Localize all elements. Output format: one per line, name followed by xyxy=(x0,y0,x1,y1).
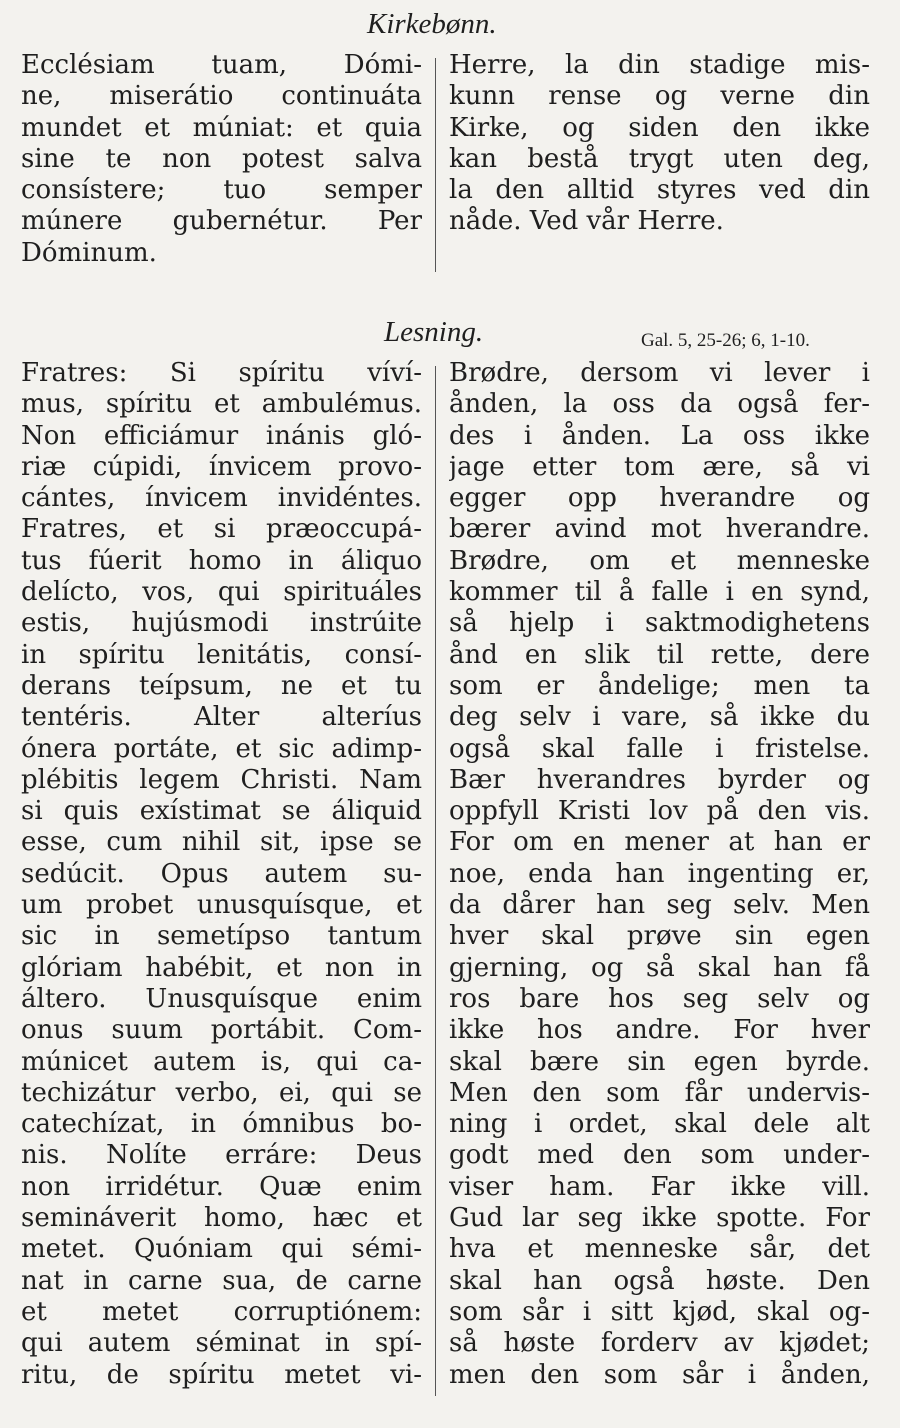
text-line: qui autem séminat in spí- xyxy=(21,1328,422,1359)
text-line: ikke hos andre. For hver xyxy=(449,1015,870,1046)
text-line: plébitis legem Christi. Nam xyxy=(21,764,422,795)
text-line: consístere; tuo semper xyxy=(21,175,422,206)
text-line: la den alltid styres ved din xyxy=(449,175,870,206)
text-line: sic in semetípso tantum xyxy=(21,921,422,952)
column-divider xyxy=(435,366,436,1396)
text-line: bærer avind mot hverandre. xyxy=(449,514,870,545)
text-line: sine te non potest salva xyxy=(21,143,422,174)
text-line: tentéris. Alter alteríus xyxy=(21,702,422,733)
section-heading-kirkebonn: Kirkebønn. xyxy=(367,8,497,40)
text-line: in spíritu lenitátis, consí- xyxy=(21,639,422,670)
text-line: Brødre, om et menneske xyxy=(449,545,870,576)
text-line: Gud lar seg ikke spotte. For xyxy=(449,1203,870,1234)
text-line: nis. Nolíte erráre: Deus xyxy=(21,1140,422,1171)
text-line: så hjelp i saktmodighetens xyxy=(449,608,870,639)
text-line: Dóminum. xyxy=(21,237,157,268)
text-line: Fratres: Si spíritu víví- xyxy=(21,358,422,388)
text-line: kunn rense og verne din xyxy=(449,81,870,112)
text-line: skal han også høste. Den xyxy=(449,1265,870,1296)
text-line: Men den som får undervis- xyxy=(449,1077,870,1108)
text-line: nat in carne sua, de carne xyxy=(21,1265,422,1296)
norwegian-column-epistle xyxy=(449,358,870,1391)
text-line: derans teípsum, ne et tu xyxy=(21,670,422,701)
text-line: ning i ordet, skal dele alt xyxy=(449,1109,870,1140)
text-line: ros bare hos seg selv og xyxy=(449,983,870,1014)
text-line: godt med den som under- xyxy=(449,1140,870,1171)
text-line: Brødre, dersom vi lever i xyxy=(449,358,870,388)
text-line: riæ cúpidi, ínvicem provo- xyxy=(21,451,422,482)
text-line: ne, miserátio continuáta xyxy=(21,81,422,112)
text-line: også skal falle i fristelse. xyxy=(449,733,870,764)
text-line: tus fúerit homo in áliquo xyxy=(21,545,422,576)
text-line: viser ham. Far ikke vill. xyxy=(449,1171,870,1202)
text-line: um probet unusquísque, et xyxy=(21,890,422,921)
text-line: cántes, ínvicem invidéntes. xyxy=(21,483,422,514)
text-line: hver skal prøve sin egen xyxy=(449,921,870,952)
text-line: delícto, vos, qui spirituáles xyxy=(21,577,422,608)
section-heading-lesning: Lesning. xyxy=(384,316,484,348)
text-line: som sår i sitt kjød, skal og- xyxy=(449,1296,870,1327)
text-line: si quis exístimat se áliquid xyxy=(21,796,422,827)
text-line: så høste forderv av kjødet; xyxy=(449,1328,870,1359)
text-line: jage etter tom ære, så vi xyxy=(449,451,870,482)
latin-column-collect xyxy=(21,50,422,269)
text-line: Kirke, og siden den ikke xyxy=(449,112,870,143)
text-line: kan bestå trygt uten deg, xyxy=(449,143,870,174)
scripture-reference: Gal. 5, 25-26; 6, 1-10. xyxy=(641,330,810,351)
text-line: áltero. Unusquísque enim xyxy=(21,983,422,1014)
text-line: mus, spíritu et ambulémus. xyxy=(21,389,422,420)
text-line: múnicet autem is, qui ca- xyxy=(21,1046,422,1077)
text-line: som er åndelige; men ta xyxy=(449,670,870,701)
text-line: Ecclésiam tuam, Dómi- xyxy=(21,50,422,80)
text-line: glóriam habébit, et non in xyxy=(21,952,422,983)
text-line: deg selv i vare, så ikke du xyxy=(449,702,870,733)
text-line: des i ånden. La oss ikke xyxy=(449,420,870,451)
text-line: non irridétur. Quæ enim xyxy=(21,1171,422,1202)
text-line: catechízat, in ómnibus bo- xyxy=(21,1109,422,1140)
text-line: oppfyll Kristi lov på den vis. xyxy=(449,796,870,827)
text-line: onus suum portábit. Com- xyxy=(21,1015,422,1046)
text-line: egger opp hverandre og xyxy=(449,483,870,514)
text-line: hva et menneske sår, det xyxy=(449,1234,870,1265)
text-line: kommer til å falle i en synd, xyxy=(449,577,870,608)
text-line: For om en mener at han er xyxy=(449,827,870,858)
column-divider xyxy=(435,58,436,272)
text-line: Herre, la din stadige mis- xyxy=(449,50,870,80)
text-line: Bær hverandres byrder og xyxy=(449,764,870,795)
text-line: Non efficiámur inánis gló- xyxy=(21,420,422,451)
text-line: mundet et múniat: et quia xyxy=(21,112,422,143)
text-line: da dårer han seg selv. Men xyxy=(449,890,870,921)
text-line: techizátur verbo, ei, qui se xyxy=(21,1077,422,1108)
text-line: gjerning, og så skal han få xyxy=(449,952,870,983)
text-line: estis, hujúsmodi instrúite xyxy=(21,608,422,639)
text-line: men den som sår i ånden, xyxy=(449,1359,870,1390)
text-line: nåde. Ved vår Herre. xyxy=(449,206,724,237)
text-line: sedúcit. Opus autem su- xyxy=(21,858,422,889)
text-line: ånden, la oss da også fer- xyxy=(449,389,870,420)
text-line: múnere gubernétur. Per xyxy=(21,206,422,237)
text-line: metet. Quóniam qui sémi- xyxy=(21,1234,422,1265)
text-line: skal bære sin egen byrde. xyxy=(449,1046,870,1077)
text-line: ritu, de spíritu metet vi- xyxy=(21,1359,422,1390)
text-line: et metet corruptiónem: xyxy=(21,1296,422,1327)
latin-column-epistle xyxy=(21,358,422,1391)
norwegian-column-collect xyxy=(449,50,870,238)
text-line: noe, enda han ingenting er, xyxy=(449,858,870,889)
text-line: Fratres, et si præoccupá- xyxy=(21,514,422,545)
text-line: esse, cum nihil sit, ipse se xyxy=(21,827,422,858)
text-line: semináverit homo, hæc et xyxy=(21,1203,422,1234)
text-line: ånd en slik til rette, dere xyxy=(449,639,870,670)
text-line: ónera portáte, et sic adimp- xyxy=(21,733,422,764)
